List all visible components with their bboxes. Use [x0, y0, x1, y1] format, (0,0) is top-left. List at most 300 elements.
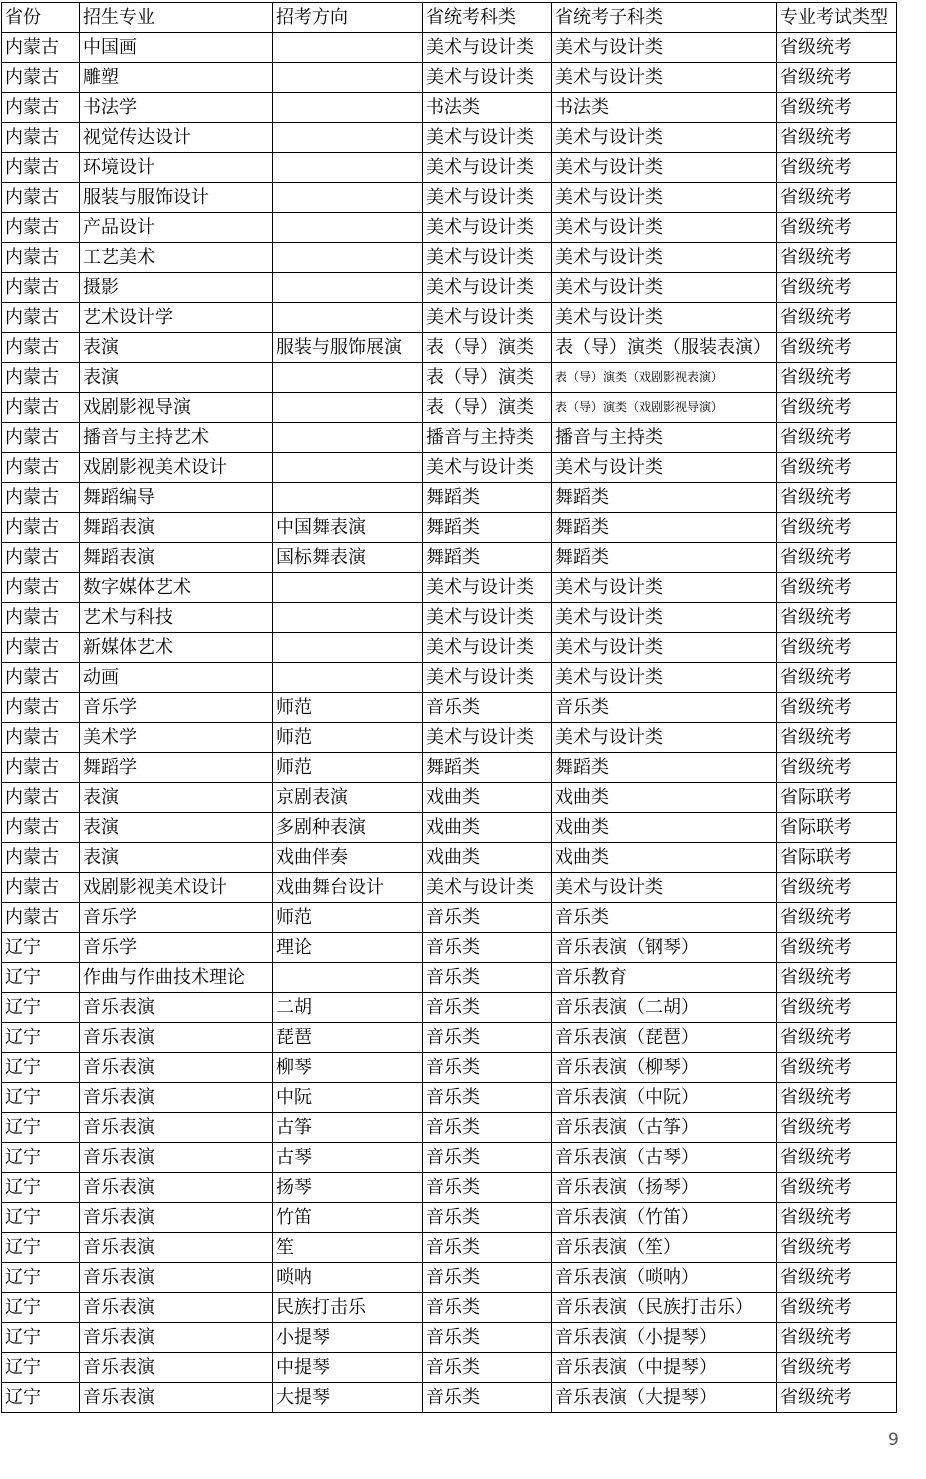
- cell-exam-subcategory: 美术与设计类: [552, 153, 777, 183]
- cell-province: 内蒙古: [2, 903, 80, 933]
- cell-exam-type: 省级统考: [777, 933, 897, 963]
- cell-direction: 师范: [273, 723, 423, 753]
- cell-exam-type: 省际联考: [777, 813, 897, 843]
- cell-direction: [273, 483, 423, 513]
- cell-exam-type: 省级统考: [777, 1143, 897, 1173]
- table-row: [2, 543, 897, 573]
- cell-exam-type: 省级统考: [777, 63, 897, 93]
- cell-major: 表演: [80, 813, 273, 843]
- cell-exam-subcategory: 美术与设计类: [552, 123, 777, 153]
- page-number: 9: [888, 1430, 899, 1450]
- cell-province: 内蒙古: [2, 123, 80, 153]
- cell-direction: 师范: [273, 753, 423, 783]
- cell-direction: 民族打击乐: [273, 1293, 423, 1323]
- cell-province: 辽宁: [2, 1143, 80, 1173]
- table-row: [2, 1293, 897, 1323]
- cell-direction: 中国舞表演: [273, 513, 423, 543]
- cell-exam-category: 音乐类: [423, 1023, 552, 1053]
- cell-exam-subcategory: 美术与设计类: [552, 873, 777, 903]
- cell-exam-subcategory: 音乐表演（古筝）: [552, 1113, 777, 1143]
- cell-exam-category: 美术与设计类: [423, 183, 552, 213]
- cell-major: 音乐表演: [80, 993, 273, 1023]
- cell-major: 音乐表演: [80, 1083, 273, 1113]
- cell-province: 内蒙古: [2, 303, 80, 333]
- cell-exam-type: 省级统考: [777, 573, 897, 603]
- cell-major: 音乐表演: [80, 1023, 273, 1053]
- cell-province: 内蒙古: [2, 753, 80, 783]
- cell-exam-category: 播音与主持类: [423, 423, 552, 453]
- cell-province: 辽宁: [2, 963, 80, 993]
- cell-major: 音乐表演: [80, 1323, 273, 1353]
- cell-major: 舞蹈表演: [80, 543, 273, 573]
- cell-exam-category: 音乐类: [423, 693, 552, 723]
- cell-exam-category: 表（导）演类: [423, 333, 552, 363]
- cell-exam-subcategory: 美术与设计类: [552, 183, 777, 213]
- table-row: [2, 873, 897, 903]
- table-row: [2, 483, 897, 513]
- table-row: [2, 1353, 897, 1383]
- table-row: [2, 663, 897, 693]
- cell-exam-type: 省级统考: [777, 1173, 897, 1203]
- cell-direction: 大提琴: [273, 1383, 423, 1413]
- cell-exam-subcategory: 书法类: [552, 93, 777, 123]
- header-cell-exam-type: 专业考试类型: [777, 3, 897, 33]
- cell-exam-subcategory: 音乐表演（小提琴）: [552, 1323, 777, 1353]
- table-row: [2, 1383, 897, 1413]
- cell-exam-type: 省级统考: [777, 633, 897, 663]
- cell-exam-category: 音乐类: [423, 1233, 552, 1263]
- cell-exam-type: 省级统考: [777, 1263, 897, 1293]
- cell-major: 中国画: [80, 33, 273, 63]
- cell-exam-category: 美术与设计类: [423, 243, 552, 273]
- cell-exam-category: 舞蹈类: [423, 543, 552, 573]
- cell-direction: 理论: [273, 933, 423, 963]
- cell-province: 辽宁: [2, 933, 80, 963]
- cell-major: 产品设计: [80, 213, 273, 243]
- table-row: [2, 1233, 897, 1263]
- cell-major: 播音与主持艺术: [80, 423, 273, 453]
- cell-major: 表演: [80, 333, 273, 363]
- cell-exam-subcategory: 音乐表演（笙）: [552, 1233, 777, 1263]
- cell-exam-subcategory: 美术与设计类: [552, 273, 777, 303]
- cell-exam-type: 省级统考: [777, 723, 897, 753]
- cell-province: 内蒙古: [2, 843, 80, 873]
- header-cell-province: 省份: [2, 3, 80, 33]
- cell-major: 艺术与科技: [80, 603, 273, 633]
- table-row: [2, 993, 897, 1023]
- cell-province: 内蒙古: [2, 33, 80, 63]
- cell-province: 辽宁: [2, 1293, 80, 1323]
- cell-major: 环境设计: [80, 153, 273, 183]
- cell-exam-subcategory: 音乐表演（唢呐）: [552, 1263, 777, 1293]
- table-row: [2, 723, 897, 753]
- cell-major: 音乐表演: [80, 1143, 273, 1173]
- cell-exam-subcategory: 表（导）演类（戏剧影视表演）: [552, 363, 777, 393]
- table-row: [2, 1323, 897, 1353]
- cell-exam-type: 省级统考: [777, 153, 897, 183]
- admissions-table-container: [1, 2, 897, 1413]
- cell-direction: 小提琴: [273, 1323, 423, 1353]
- cell-direction: 二胡: [273, 993, 423, 1023]
- cell-exam-type: 省级统考: [777, 993, 897, 1023]
- cell-exam-subcategory: 舞蹈类: [552, 483, 777, 513]
- cell-exam-category: 戏曲类: [423, 843, 552, 873]
- cell-exam-category: 戏曲类: [423, 783, 552, 813]
- cell-exam-type: 省级统考: [777, 363, 897, 393]
- cell-exam-subcategory: 舞蹈类: [552, 753, 777, 783]
- cell-exam-category: 音乐类: [423, 1173, 552, 1203]
- cell-province: 内蒙古: [2, 723, 80, 753]
- cell-direction: [273, 663, 423, 693]
- cell-province: 内蒙古: [2, 453, 80, 483]
- cell-major: 音乐表演: [80, 1113, 273, 1143]
- table-row: [2, 1203, 897, 1233]
- cell-exam-category: 美术与设计类: [423, 453, 552, 483]
- cell-direction: 师范: [273, 693, 423, 723]
- cell-exam-type: 省级统考: [777, 483, 897, 513]
- cell-major: 戏剧影视美术设计: [80, 873, 273, 903]
- cell-province: 内蒙古: [2, 393, 80, 423]
- cell-exam-type: 省级统考: [777, 963, 897, 993]
- cell-exam-type: 省级统考: [777, 453, 897, 483]
- cell-province: 辽宁: [2, 1173, 80, 1203]
- table-row: [2, 603, 897, 633]
- cell-exam-subcategory: 音乐表演（古琴）: [552, 1143, 777, 1173]
- cell-exam-type: 省级统考: [777, 183, 897, 213]
- cell-province: 内蒙古: [2, 483, 80, 513]
- cell-exam-type: 省级统考: [777, 513, 897, 543]
- cell-exam-subcategory: 音乐教育: [552, 963, 777, 993]
- cell-direction: [273, 213, 423, 243]
- cell-major: 服装与服饰设计: [80, 183, 273, 213]
- cell-exam-type: 省级统考: [777, 693, 897, 723]
- cell-exam-subcategory: 美术与设计类: [552, 663, 777, 693]
- cell-province: 内蒙古: [2, 183, 80, 213]
- cell-exam-type: 省级统考: [777, 243, 897, 273]
- table-row: [2, 243, 897, 273]
- cell-exam-subcategory: 美术与设计类: [552, 63, 777, 93]
- cell-exam-category: 音乐类: [423, 1263, 552, 1293]
- cell-exam-type: 省级统考: [777, 1233, 897, 1263]
- cell-province: 内蒙古: [2, 93, 80, 123]
- cell-major: 舞蹈表演: [80, 513, 273, 543]
- cell-exam-type: 省级统考: [777, 603, 897, 633]
- cell-province: 内蒙古: [2, 693, 80, 723]
- cell-exam-category: 音乐类: [423, 1353, 552, 1383]
- cell-exam-subcategory: 美术与设计类: [552, 213, 777, 243]
- cell-exam-subcategory: 音乐表演（大提琴）: [552, 1383, 777, 1413]
- cell-direction: [273, 363, 423, 393]
- cell-exam-subcategory: 表（导）演类（服装表演）: [552, 333, 777, 363]
- admissions-table: [1, 2, 897, 1413]
- cell-exam-subcategory: 音乐类: [552, 693, 777, 723]
- header-cell-exam-subcategory: 省统考子科类: [552, 3, 777, 33]
- cell-exam-subcategory: 音乐表演（柳琴）: [552, 1053, 777, 1083]
- cell-major: 雕塑: [80, 63, 273, 93]
- cell-exam-subcategory: 音乐表演（扬琴）: [552, 1173, 777, 1203]
- cell-exam-type: 省级统考: [777, 393, 897, 423]
- cell-exam-subcategory: 美术与设计类: [552, 723, 777, 753]
- cell-exam-type: 省级统考: [777, 1023, 897, 1053]
- cell-exam-subcategory: 戏曲类: [552, 783, 777, 813]
- cell-exam-category: 美术与设计类: [423, 723, 552, 753]
- cell-province: 辽宁: [2, 993, 80, 1023]
- table-row: [2, 303, 897, 333]
- cell-province: 内蒙古: [2, 513, 80, 543]
- cell-major: 音乐表演: [80, 1233, 273, 1263]
- table-row: [2, 933, 897, 963]
- cell-direction: 师范: [273, 903, 423, 933]
- cell-province: 内蒙古: [2, 783, 80, 813]
- table-row: [2, 273, 897, 303]
- cell-exam-subcategory: 戏曲类: [552, 843, 777, 873]
- cell-direction: [273, 573, 423, 603]
- cell-direction: 国标舞表演: [273, 543, 423, 573]
- table-row: [2, 903, 897, 933]
- cell-major: 音乐表演: [80, 1203, 273, 1233]
- cell-province: 内蒙古: [2, 363, 80, 393]
- table-row: [2, 693, 897, 723]
- cell-province: 辽宁: [2, 1023, 80, 1053]
- cell-exam-category: 音乐类: [423, 1323, 552, 1353]
- cell-major: 美术学: [80, 723, 273, 753]
- cell-direction: 琵琶: [273, 1023, 423, 1053]
- cell-province: 内蒙古: [2, 663, 80, 693]
- cell-exam-subcategory: 美术与设计类: [552, 33, 777, 63]
- cell-exam-category: 音乐类: [423, 963, 552, 993]
- cell-direction: 中提琴: [273, 1353, 423, 1383]
- cell-direction: [273, 303, 423, 333]
- cell-exam-type: 省级统考: [777, 873, 897, 903]
- cell-exam-category: 美术与设计类: [423, 633, 552, 663]
- cell-major: 音乐表演: [80, 1173, 273, 1203]
- cell-province: 辽宁: [2, 1233, 80, 1263]
- cell-exam-type: 省级统考: [777, 423, 897, 453]
- table-row: [2, 513, 897, 543]
- cell-direction: 戏曲舞台设计: [273, 873, 423, 903]
- cell-direction: [273, 243, 423, 273]
- cell-exam-subcategory: 音乐类: [552, 903, 777, 933]
- cell-exam-type: 省级统考: [777, 663, 897, 693]
- cell-major: 艺术设计学: [80, 303, 273, 333]
- cell-major: 音乐学: [80, 903, 273, 933]
- header-row: [2, 3, 897, 33]
- cell-province: 辽宁: [2, 1053, 80, 1083]
- cell-exam-category: 美术与设计类: [423, 63, 552, 93]
- cell-province: 辽宁: [2, 1323, 80, 1353]
- cell-direction: 笙: [273, 1233, 423, 1263]
- cell-exam-subcategory: 音乐表演（二胡）: [552, 993, 777, 1023]
- table-row: [2, 843, 897, 873]
- cell-exam-type: 省级统考: [777, 213, 897, 243]
- table-row: [2, 1053, 897, 1083]
- cell-exam-subcategory: 音乐表演（琵琶）: [552, 1023, 777, 1053]
- cell-exam-subcategory: 美术与设计类: [552, 243, 777, 273]
- cell-exam-category: 舞蹈类: [423, 753, 552, 783]
- table-row: [2, 753, 897, 783]
- cell-direction: 扬琴: [273, 1173, 423, 1203]
- cell-major: 音乐表演: [80, 1293, 273, 1323]
- cell-exam-subcategory: 美术与设计类: [552, 573, 777, 603]
- cell-exam-subcategory: 舞蹈类: [552, 513, 777, 543]
- cell-province: 内蒙古: [2, 573, 80, 603]
- cell-exam-category: 音乐类: [423, 1113, 552, 1143]
- cell-exam-subcategory: 音乐表演（钢琴）: [552, 933, 777, 963]
- cell-exam-category: 音乐类: [423, 933, 552, 963]
- table-row: [2, 213, 897, 243]
- table-row: [2, 1263, 897, 1293]
- cell-direction: [273, 63, 423, 93]
- cell-direction: 戏曲伴奏: [273, 843, 423, 873]
- cell-exam-subcategory: 美术与设计类: [552, 303, 777, 333]
- cell-province: 辽宁: [2, 1083, 80, 1113]
- cell-direction: 多剧种表演: [273, 813, 423, 843]
- cell-direction: 服装与服饰展演: [273, 333, 423, 363]
- cell-exam-category: 美术与设计类: [423, 123, 552, 153]
- cell-exam-type: 省级统考: [777, 333, 897, 363]
- cell-province: 辽宁: [2, 1353, 80, 1383]
- cell-province: 内蒙古: [2, 873, 80, 903]
- cell-direction: [273, 453, 423, 483]
- cell-direction: [273, 393, 423, 423]
- cell-direction: [273, 273, 423, 303]
- table-row: [2, 63, 897, 93]
- cell-province: 内蒙古: [2, 813, 80, 843]
- cell-exam-category: 美术与设计类: [423, 663, 552, 693]
- cell-major: 动画: [80, 663, 273, 693]
- cell-exam-subcategory: 舞蹈类: [552, 543, 777, 573]
- table-row: [2, 1023, 897, 1053]
- table-row: [2, 153, 897, 183]
- cell-exam-category: 美术与设计类: [423, 273, 552, 303]
- cell-exam-category: 舞蹈类: [423, 483, 552, 513]
- cell-direction: 中阮: [273, 1083, 423, 1113]
- cell-direction: [273, 183, 423, 213]
- cell-exam-type: 省级统考: [777, 1113, 897, 1143]
- cell-province: 内蒙古: [2, 333, 80, 363]
- cell-major: 舞蹈编导: [80, 483, 273, 513]
- cell-major: 表演: [80, 843, 273, 873]
- cell-province: 辽宁: [2, 1383, 80, 1413]
- cell-province: 内蒙古: [2, 213, 80, 243]
- cell-exam-category: 音乐类: [423, 903, 552, 933]
- cell-province: 内蒙古: [2, 63, 80, 93]
- cell-major: 摄影: [80, 273, 273, 303]
- cell-exam-category: 音乐类: [423, 1203, 552, 1233]
- cell-direction: [273, 603, 423, 633]
- table-row: [2, 573, 897, 603]
- cell-exam-category: 音乐类: [423, 1383, 552, 1413]
- cell-province: 内蒙古: [2, 603, 80, 633]
- table-row: [2, 453, 897, 483]
- cell-exam-type: 省级统考: [777, 543, 897, 573]
- table-row: [2, 1143, 897, 1173]
- cell-province: 内蒙古: [2, 633, 80, 663]
- cell-direction: [273, 93, 423, 123]
- table-row: [2, 183, 897, 213]
- cell-major: 视觉传达设计: [80, 123, 273, 153]
- table-row: [2, 1083, 897, 1113]
- cell-major: 新媒体艺术: [80, 633, 273, 663]
- cell-direction: [273, 123, 423, 153]
- cell-exam-type: 省际联考: [777, 843, 897, 873]
- cell-exam-category: 音乐类: [423, 1143, 552, 1173]
- cell-major: 音乐表演: [80, 1383, 273, 1413]
- cell-exam-category: 美术与设计类: [423, 303, 552, 333]
- cell-exam-subcategory: 美术与设计类: [552, 633, 777, 663]
- cell-direction: [273, 963, 423, 993]
- cell-major: 工艺美术: [80, 243, 273, 273]
- cell-exam-subcategory: 戏曲类: [552, 813, 777, 843]
- header-cell-exam-category: 省统考科类: [423, 3, 552, 33]
- table-row: [2, 813, 897, 843]
- cell-major: 戏剧影视导演: [80, 393, 273, 423]
- cell-direction: [273, 633, 423, 663]
- cell-exam-subcategory: 表（导）演类（戏剧影视导演）: [552, 393, 777, 423]
- cell-direction: 柳琴: [273, 1053, 423, 1083]
- cell-major: 表演: [80, 363, 273, 393]
- cell-exam-category: 音乐类: [423, 993, 552, 1023]
- cell-province: 内蒙古: [2, 423, 80, 453]
- cell-province: 辽宁: [2, 1203, 80, 1233]
- table-row: [2, 393, 897, 423]
- cell-exam-category: 美术与设计类: [423, 573, 552, 603]
- cell-direction: 唢呐: [273, 1263, 423, 1293]
- cell-exam-type: 省级统考: [777, 1053, 897, 1083]
- cell-province: 内蒙古: [2, 243, 80, 273]
- cell-exam-category: 音乐类: [423, 1293, 552, 1323]
- cell-province: 辽宁: [2, 1113, 80, 1143]
- cell-exam-type: 省级统考: [777, 1203, 897, 1233]
- cell-exam-subcategory: 音乐表演（中提琴）: [552, 1353, 777, 1383]
- table-row: [2, 783, 897, 813]
- cell-major: 音乐表演: [80, 1053, 273, 1083]
- cell-exam-type: 省级统考: [777, 33, 897, 63]
- table-row: [2, 423, 897, 453]
- cell-direction: [273, 153, 423, 183]
- cell-major: 作曲与作曲技术理论: [80, 963, 273, 993]
- table-row: [2, 93, 897, 123]
- cell-exam-category: 戏曲类: [423, 813, 552, 843]
- table-row: [2, 123, 897, 153]
- cell-direction: 古筝: [273, 1113, 423, 1143]
- cell-direction: 古琴: [273, 1143, 423, 1173]
- header-cell-direction: 招考方向: [273, 3, 423, 33]
- cell-major: 音乐学: [80, 933, 273, 963]
- cell-exam-type: 省级统考: [777, 123, 897, 153]
- cell-exam-subcategory: 播音与主持类: [552, 423, 777, 453]
- cell-exam-category: 美术与设计类: [423, 33, 552, 63]
- cell-major: 音乐学: [80, 693, 273, 723]
- table-row: [2, 1173, 897, 1203]
- cell-exam-type: 省级统考: [777, 753, 897, 783]
- cell-exam-category: 音乐类: [423, 1053, 552, 1083]
- table-body: [2, 3, 897, 1413]
- cell-exam-type: 省级统考: [777, 93, 897, 123]
- cell-major: 音乐表演: [80, 1263, 273, 1293]
- cell-direction: [273, 33, 423, 63]
- cell-province: 内蒙古: [2, 273, 80, 303]
- cell-province: 内蒙古: [2, 543, 80, 573]
- table-row: [2, 1113, 897, 1143]
- cell-exam-type: 省级统考: [777, 273, 897, 303]
- table-row: [2, 963, 897, 993]
- cell-exam-category: 书法类: [423, 93, 552, 123]
- cell-exam-type: 省级统考: [777, 1383, 897, 1413]
- cell-exam-category: 表（导）演类: [423, 363, 552, 393]
- cell-exam-subcategory: 美术与设计类: [552, 453, 777, 483]
- cell-direction: 京剧表演: [273, 783, 423, 813]
